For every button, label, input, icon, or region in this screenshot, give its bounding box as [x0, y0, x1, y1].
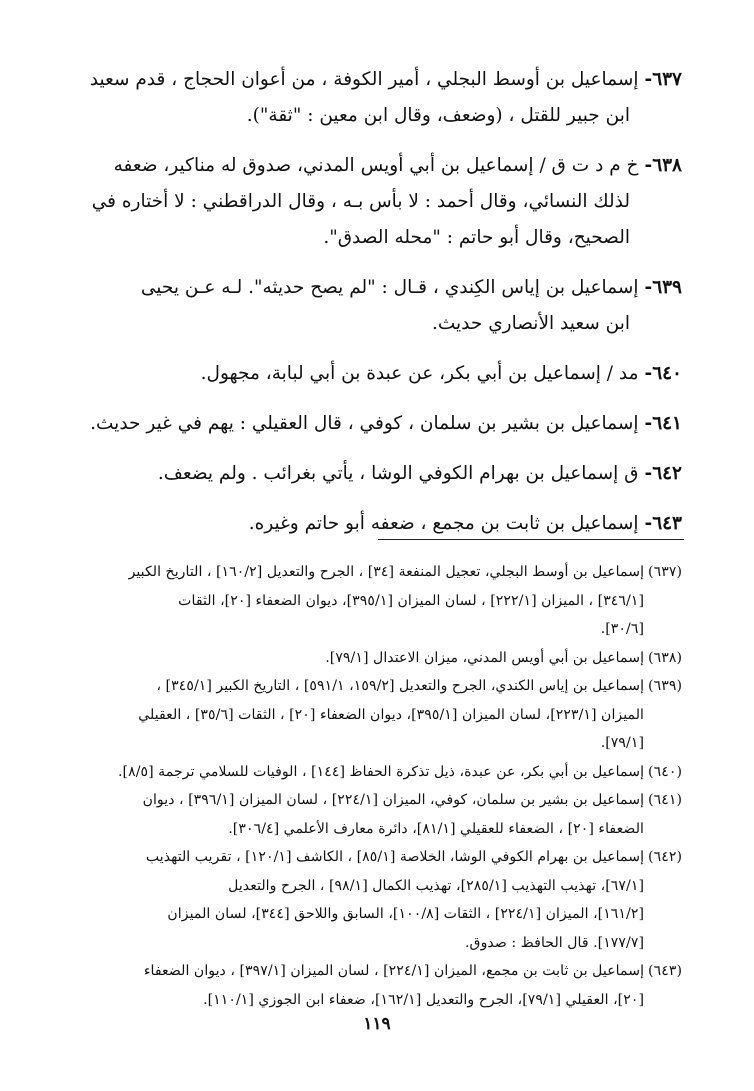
footnotes: [78, 558, 682, 1014]
entry-number: ٦٣٩-: [644, 277, 682, 298]
footnote-text: إسماعيل بن أوسط البجلي، تعجيل المنفعة [٣٤] ، الجرح والتعديل [١٦٠/٢] ، التاريخ الكبير: [128, 564, 645, 580]
entry-637: [78, 62, 682, 134]
footnote-text: [٧٩/١].: [600, 735, 644, 751]
footnote-text: [٢٠]، العقيلي [٧٩/١]، الجرح والتعديل [١٦٢/١]، ضعفاء ابن الجوزي [١١٠/١].: [203, 991, 644, 1008]
footnote-divider: [378, 539, 684, 540]
entry-text: مد / إسماعيل بن أبي بكر، عن عبدة بن أبي لبابة، مجهول.: [200, 363, 639, 384]
footnote-number: (٦٣٨): [648, 649, 682, 666]
footnote-638: [78, 644, 682, 673]
footnote-text: [١٧٧/٧]. قال الحافظ : صدوق.: [465, 934, 644, 951]
footnote-639: [78, 672, 682, 758]
entry-number: ٦٣٧-: [644, 69, 682, 90]
footnote-text: الضعفاء [٢٠] ، الضعفاء للعقيلي [٨١/١]، دائرة معارف الأعلمي [٣٠٦/٤].: [228, 820, 644, 837]
footnote-text: إسماعيل بن أبي بكر، عن عبدة، ذيل تذكرة الحفاظ [١٤٤] ، الوفيات للسلامي ترجمة [٨/٥].: [118, 763, 645, 780]
entry-text: إسماعيل بن أوسط البجلي ، أمير الكوفة ، من أعوان الحجاج ، قدم سعيد: [89, 69, 639, 90]
footnote-642: [78, 843, 682, 957]
footnote-text: الميزان [٢٢٣/١]، لسان الميزان [٣٩٥/١]، ديوان الضعفاء [٢٠] ، الثقات [٣٥/٦] ، العقيلي: [138, 706, 644, 723]
footnote-text: إسماعيل بن أبي أويس المدني، ميزان الاعتدال [٧٩/١].: [325, 649, 645, 666]
footnote-text: [١٦١/٢]، الميزان [٢٢٤/١] ، الثقات [١٠٠/٨]، السابق واللاحق [٣٤٤]، لسان الميزان: [167, 906, 644, 922]
entry-text: لذلك النسائي، وقال أحمد : لا بأس بـه ، وقال الدراقطني : لا أختاره في: [91, 191, 630, 212]
footnote-643: [78, 957, 682, 1014]
entry-number: ٦٤٠-: [644, 363, 682, 384]
entry-641: [78, 406, 682, 442]
footnote-number: (٦٤٣): [648, 963, 682, 979]
footnote-text: إسماعيل بن ثابت بن مجمع، الميزان [٢٢٤/١] ، لسان الميزان [٣٩٧/١] ، ديوان الضعفاء: [143, 963, 645, 979]
entry-639: [78, 270, 682, 342]
footnote-number: (٦٤٢): [648, 849, 682, 865]
footnote-637: [78, 558, 682, 644]
footnote-number: (٦٤١): [648, 792, 682, 808]
main-entries: [78, 62, 682, 556]
entry-text: خ م د ت ق / إسماعيل بن أبي أويس المدني، صدوق له مناكير، ضعفه: [113, 155, 639, 176]
entry-text: ابن سعيد الأنصاري حديث.: [431, 313, 630, 334]
footnote-640: [78, 758, 682, 787]
footnote-641: [78, 786, 682, 843]
footnote-text: إسماعيل بن إياس الكندي، الجرح والتعديل [١٥٩/٢، ٥٩١/١] ، التاريخ الكبير [٣٤٥/١] ،: [156, 678, 645, 694]
entry-number: ٦٤١-: [644, 413, 682, 434]
entry-number: ٦٣٨-: [644, 155, 682, 176]
entry-text: إسماعيل بن بشير بن سلمان ، كوفي ، قال العقيلي : يهم في غير حديث.: [90, 413, 639, 434]
entry-text: الصحيح، وقال أبو حاتم : "محله الصدق".: [323, 227, 630, 248]
footnote-number: (٦٤٠): [648, 763, 682, 780]
entry-640: [78, 356, 682, 392]
entry-number: ٦٤٣-: [644, 513, 682, 534]
entry-text: إسماعيل بن ثابت بن مجمع ، ضعفه أبو حاتم وغيره.: [248, 513, 639, 534]
entry-number: ٦٤٢-: [644, 463, 682, 484]
entry-text: ق إسماعيل بن بهرام الكوفي الوشا ، يأتي بغرائب . ولم يضعف.: [157, 463, 639, 484]
footnote-text: [٣٤٦/١] ، الميزان [٢٢٢/١] ، لسان الميزان [٣٩٥/١]، ديوان الضعفاء [٢٠]، الثقات: [178, 592, 644, 609]
footnote-number: (٦٣٧): [648, 564, 682, 580]
page-number: ١١٩: [363, 1014, 391, 1034]
entry-638: [78, 148, 682, 256]
entry-text: إسماعيل بن إياس الكِندي ، قـال : "لم يصح حديثه". لـه عـن يحيى: [140, 277, 639, 298]
entry-text: ابن جبير للقتل ، (وضعف، وقال ابن معين : "ثقة").: [246, 105, 630, 126]
entry-643: [78, 506, 682, 542]
footnote-text: [٦٧/١]، تهذيب التهذيب [٢٨٥/١]، تهذيب الكمال [٩٨/١] ، الجرح والتعديل: [228, 877, 644, 894]
entry-642: [78, 456, 682, 492]
footnote-text: إسماعيل بن بهرام الكوفي الوشا، الخلاصة [٨٥/١] ، الكاشف [١٢٠/١] ، تقريب التهذيب: [145, 849, 645, 865]
footnote-number: (٦٣٩): [648, 678, 682, 694]
footnote-text: [٣٠/٦].: [600, 621, 644, 637]
footnote-text: إسماعيل بن بشير بن سلمان، كوفي، الميزان [٢٢٤/١] ، لسان الميزان [٣٩٦/١] ، ديوان: [142, 792, 645, 808]
